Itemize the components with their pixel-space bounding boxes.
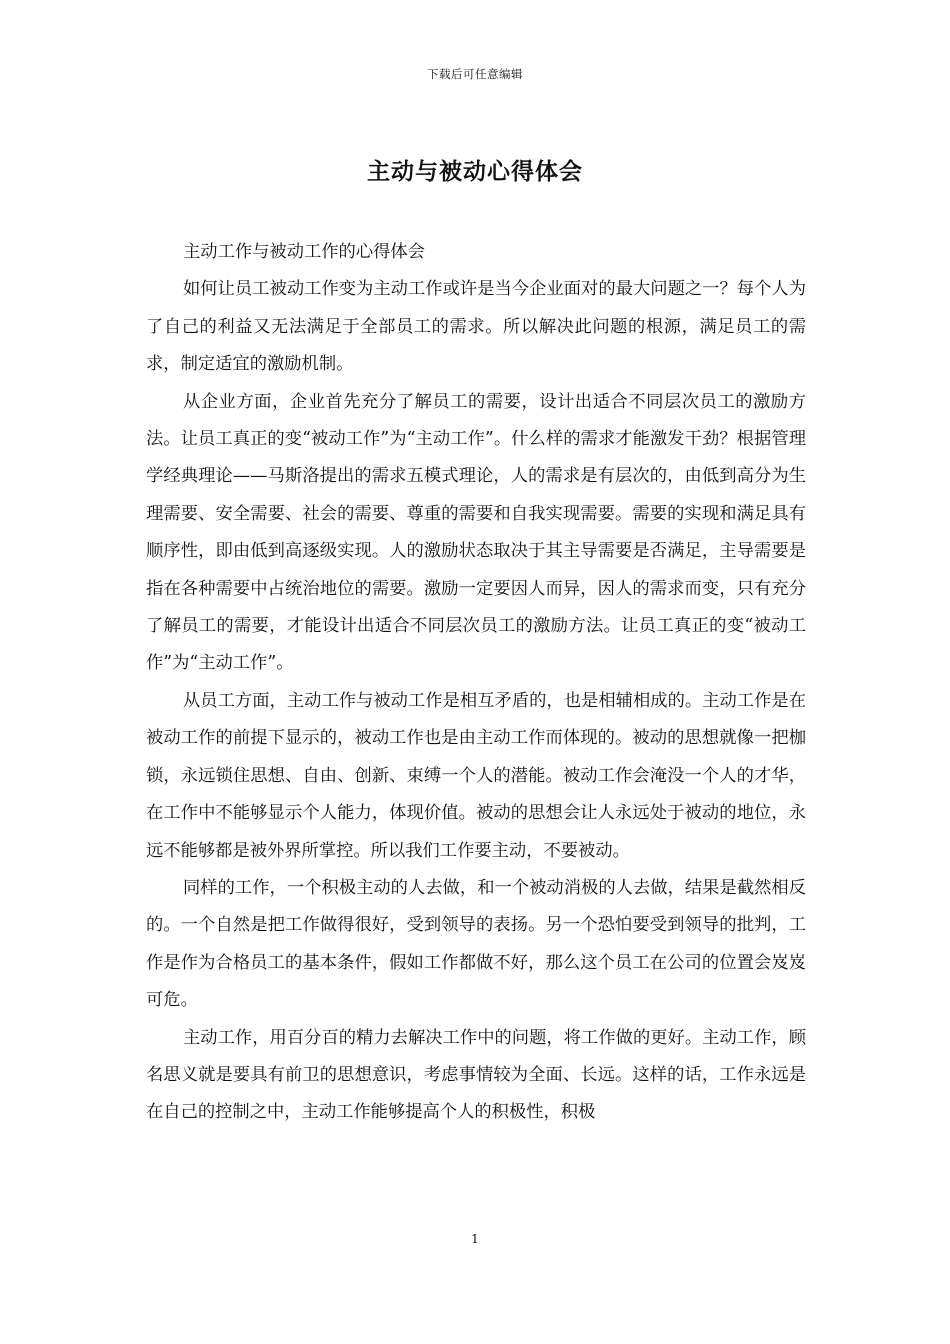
document-title: 主动与被动心得体会 [367, 158, 583, 185]
header-note: 下载后可任意编辑 [427, 67, 523, 81]
paragraph: 如何让员工被动工作变为主动工作或许是当今企业面对的最大问题之一？每个人为了自己的利益又无法满足于全部员工的需求。所以解决此问题的根源，满足员工的需求，制定适宜的激励机制。 [146, 279, 806, 375]
paragraph-subtitle: 主动工作与被动工作的心得体会 [183, 242, 425, 262]
paragraph: 从企业方面，企业首先充分了解员工的需要，设计出适合不同层次员工的激励方法。让员工真正的变“被动工作”为“主动工作”。什么样的需求才能激发干劲？根据管理学经典理论——马斯洛提出的需求五模式理论，人的需求是有层次的，由低到高分为生理需要、安全需要、社会的需要、尊重的需要和自我实现需要。需要的实现和满足具有顺序性，即由低到高逐级实现。人的激励状态取决于其主导需要是否满足，主导需要是指在各种需要中占统治地位的需要。激励一定要因人而异，因人的需求而变，只有充分了解员工的需要，才能设计出适合不同层次员工的激励方法。让员工真正的变“被动工作”为“主动工作”。 [146, 391, 806, 674]
paragraph: 主动工作，用百分百的精力去解决工作中的问题，将工作做的更好。主动工作，顾名思义就是要具有前卫的思想意识，考虑事情较为全面、长远。这样的话，工作永远是在自己的控制之中，主动工作能够提高个人的积极性，积极 [146, 1027, 806, 1123]
document-body [146, 234, 806, 1132]
page-number: 1 [471, 1232, 479, 1246]
paragraph: 同样的工作，一个积极主动的人去做，和一个被动消极的人去做，结果是截然相反的。一个自然是把工作做得很好，受到领导的表扬。另一个恐怕要受到领导的批判，工作是作为合格员工的基本条件，假如工作都做不好，那么这个员工在公司的位置会岌岌可危。 [146, 877, 806, 1011]
paragraph: 从员工方面，主动工作与被动工作是相互矛盾的，也是相辅相成的。主动工作是在被动工作的前提下显示的，被动工作也是由主动工作而体现的。被动的思想就像一把枷锁，永远锁住思想、自由、创新、束缚一个人的潜能。被动工作会淹没一个人的才华，在工作中不能够显示个人能力，体现价值。被动的思想会让人永远处于被动的地位，永远不能够都是被外界所掌控。所以我们工作要主动，不要被动。 [146, 690, 806, 861]
